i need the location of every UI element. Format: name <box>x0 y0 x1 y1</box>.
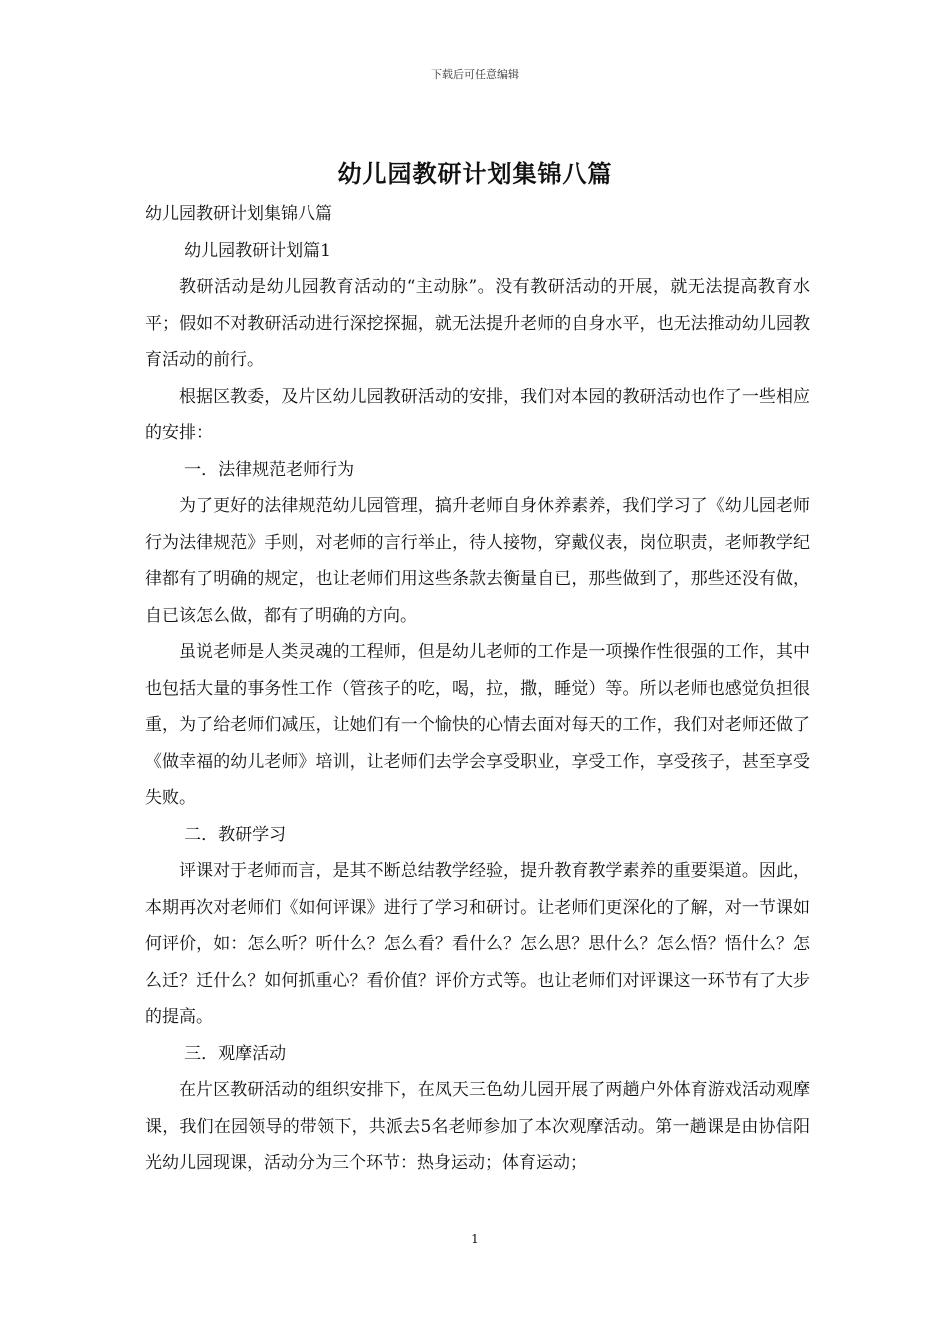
section-heading: 一．法律规范老师行为 <box>184 459 355 480</box>
subtitle-paragraph: 幼儿园教研计划集锦八篇 <box>145 204 332 224</box>
section-heading-part-1: 幼儿园教研计划篇1 <box>184 240 331 261</box>
document-body <box>145 196 810 1182</box>
document-title: 幼儿园教研计划集锦八篇 <box>337 159 613 188</box>
header-note: 下载后可任意编辑 <box>431 68 519 81</box>
paragraph: 评课对于老师而言，是其不断总结教学经验，提升教育教学素养的重要渠道。因此，本期再次对老师们《如何评课》进行了学习和研讨。让老师们更深化的了解，对一节课如何评价，如：怎么听？听什么？怎么看？看什么？怎么思？思什么？怎么悟？悟什么？怎么迁？迁什么？如何抓重心？看价值？评价方式等。也让老师们对评课这一环节有了大步的提高。 <box>145 861 810 1027</box>
section-heading: 二．教研学习 <box>184 824 287 845</box>
paragraph: 根据区教委，及片区幼儿园教研活动的安排，我们对本园的教研活动也作了一些相应的安排： <box>145 386 810 443</box>
paragraph: 在片区教研活动的组织安排下，在凤天三色幼儿园开展了两趟户外体育游戏活动观摩课，我们在园领导的带领下，共派去5名老师参加了本次观摩活动。第一趟课是由协信阳光幼儿园现课，活动分为三个环节：热身运动；体育运动； <box>145 1080 810 1173</box>
paragraph: 虽说老师是人类灵魂的工程师，但是幼儿老师的工作是一项操作性很强的工作，其中也包括大量的事务性工作（管孩子的吃，喝，拉，撒，睡觉）等。所以老师也感觉负担很重，为了给老师们减压，让她们有一个愉快的心情去面对每天的工作，我们对老师还做了《做幸福的幼儿老师》培训，让老师们去学会享受职业，享受工作，享受孩子，甚至享受失败。 <box>145 642 810 808</box>
page-number: 1 <box>471 1232 479 1246</box>
paragraph: 教研活动是幼儿园教育活动的“主动脉”。没有教研活动的开展，就无法提高教育水平；假如不对教研活动进行深挖探掘，就无法提升老师的自身水平，也无法推动幼儿园教育活动的前行。 <box>145 277 810 370</box>
paragraph: 为了更好的法律规范幼儿园管理，搞升老师自身休养素养，我们学习了《幼儿园老师行为法律规范》手则，对老师的言行举止，待人接物，穿戴仪表，岗位职责，老师教学纪律都有了明确的规定，也让老师们用这些条款去衡量自已，那些做到了，那些还没有做，自已该怎么做，都有了明确的方向。 <box>145 496 810 626</box>
section-heading: 三．观摩活动 <box>184 1043 287 1064</box>
